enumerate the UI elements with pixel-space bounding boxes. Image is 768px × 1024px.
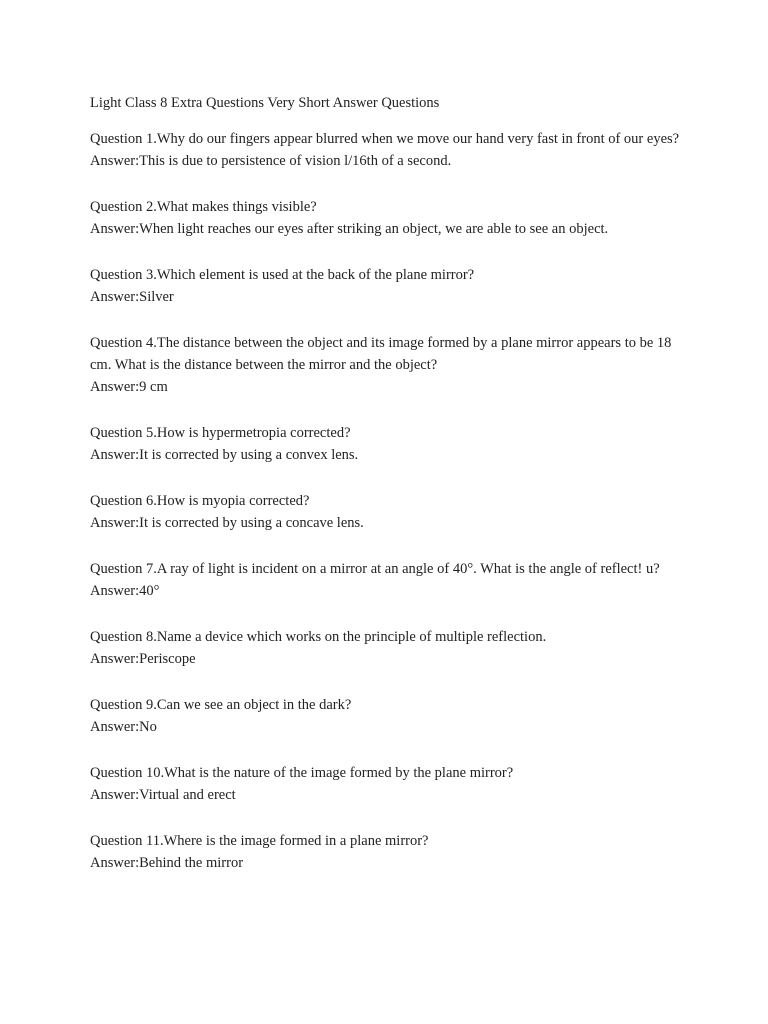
answer-text: Answer:40°	[90, 583, 160, 599]
answer-text: Answer:Virtual and erect	[90, 787, 236, 803]
question-text: Question 8.Name a device which works on the principle of multiple reflection.	[90, 629, 547, 645]
answer-text: Answer:It is corrected by using a concave lens.	[90, 515, 364, 531]
qa-item-9	[90, 694, 680, 738]
qa-item-4	[90, 332, 680, 398]
answer-text: Answer:Silver	[90, 289, 174, 305]
question-text: Question 1.Why do our fingers appear blurred when we move our hand very fast in front of our eyes?	[90, 131, 680, 147]
question-text: Question 3.Which element is used at the back of the plane mirror?	[90, 267, 475, 283]
qa-item-6	[90, 490, 680, 534]
qa-item-7	[90, 558, 680, 602]
question-text: Question 2.What makes things visible?	[90, 199, 317, 215]
question-text: Question 11.Where is the image formed in a plane mirror?	[90, 833, 429, 849]
document-title: Light Class 8 Extra Questions Very Short Answer Questions	[90, 95, 440, 111]
question-text: Question 9.Can we see an object in the dark?	[90, 697, 352, 713]
question-text: Question 7.A ray of light is incident on a mirror at an angle of 40°. What is the angle of reflect! u?	[90, 561, 660, 577]
question-text: Question 4.The distance between the object and its image formed by a plane mirror appears to be 18 cm. What is the distance between the mirror and the object?	[90, 335, 672, 373]
answer-text: Answer:When light reaches our eyes after striking an object, we are able to see an object.	[90, 221, 609, 237]
question-text: Question 5.How is hypermetropia corrected?	[90, 425, 351, 441]
answer-text: Answer:No	[90, 719, 157, 735]
question-text: Question 6.How is myopia corrected?	[90, 493, 310, 509]
qa-item-2	[90, 196, 680, 240]
answer-text: Answer:Periscope	[90, 651, 196, 667]
qa-item-5	[90, 422, 680, 466]
qa-item-11	[90, 830, 680, 874]
answer-text: Answer:This is due to persistence of vision l/16th of a second.	[90, 153, 452, 169]
document-page	[90, 92, 680, 898]
qa-item-3	[90, 264, 680, 308]
qa-item-8	[90, 626, 680, 670]
qa-item-1	[90, 128, 680, 172]
question-text: Question 10.What is the nature of the image formed by the plane mirror?	[90, 765, 514, 781]
answer-text: Answer:It is corrected by using a convex lens.	[90, 447, 359, 463]
answer-text: Answer:9 cm	[90, 379, 168, 395]
answer-text: Answer:Behind the mirror	[90, 855, 244, 871]
qa-item-10	[90, 762, 680, 806]
